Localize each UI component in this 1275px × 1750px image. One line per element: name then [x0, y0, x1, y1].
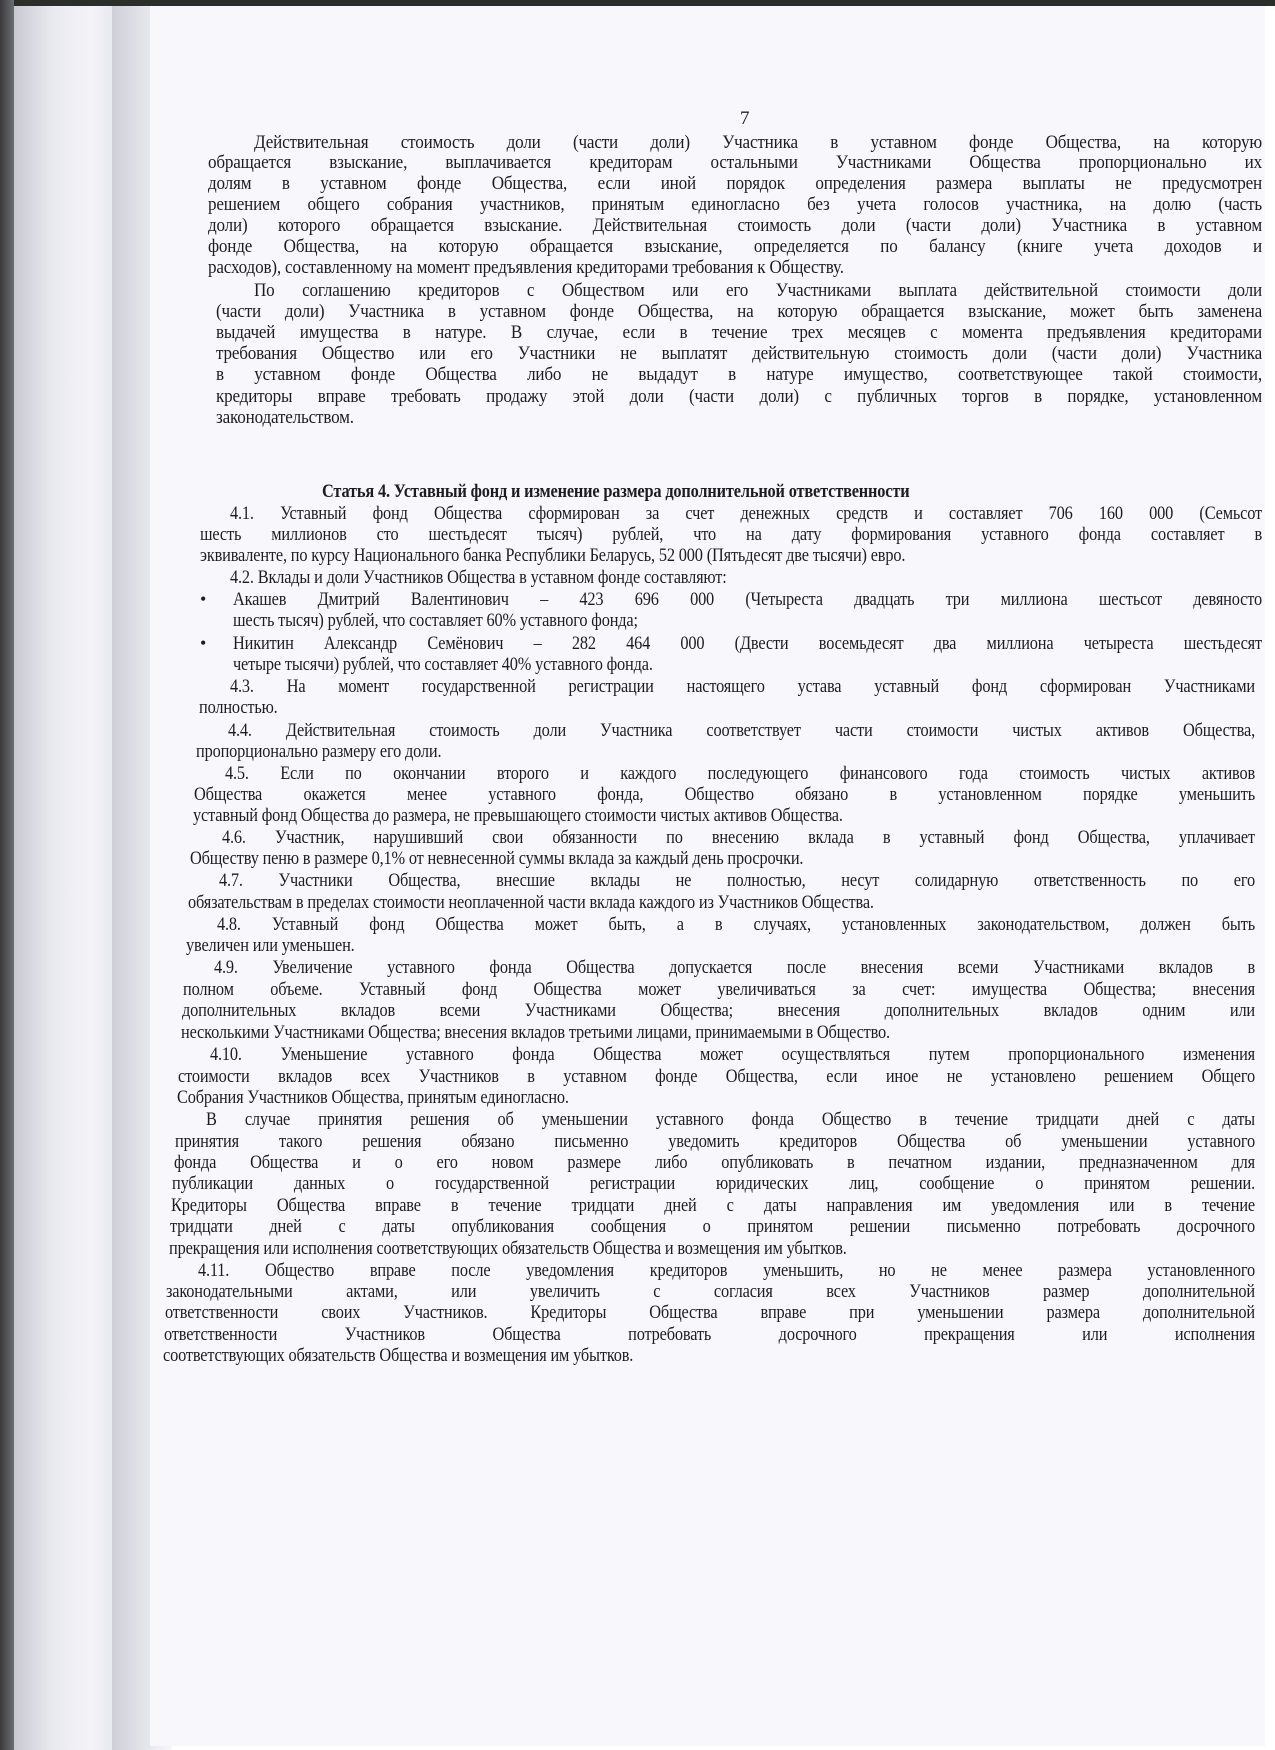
- participant-line: четыре тысячи) рублей, что составляет 40% уставного фонда.: [233, 654, 653, 675]
- clause-line: полном объеме. Уставный фонд Общества может увеличиваться за счет: имущества Общества; внесения: [183, 979, 1255, 1000]
- clause-line: 4.8. Уставный фонд Общества может быть, а в случаях, установленных законодательством, должен быть: [217, 914, 1255, 935]
- paragraph-line: законодательством.: [216, 407, 354, 428]
- clause-line: 4.9. Увеличение уставного фонда Общества допускается после внесения всеми Участниками вкладов в: [214, 957, 1255, 978]
- paragraph-line: (части доли) Участника в уставном фонде Общества, на которую обращается взыскание, может быть заменена: [216, 301, 1262, 322]
- clause-line: принятия такого решения обязано письменно уведомить кредиторов Общества об уменьшении уставного: [175, 1131, 1255, 1152]
- clause-line: 4.2. Вклады и доли Участников Общества в уставном фонде составляют:: [230, 567, 727, 588]
- clause-line: 4.6. Участник, нарушивший свои обязанности по внесению вклада в уставный фонд Общества, уплачивает: [222, 827, 1255, 848]
- clause-line: 4.1. Уставный фонд Общества сформирован за счет денежных средств и составляет 706 160 000 (Семьсот: [230, 503, 1262, 524]
- article-heading: Статья 4. Уставный фонд и изменение размера дополнительной ответственности: [322, 481, 910, 502]
- clause-line: пропорционально размеру его доли.: [196, 741, 442, 762]
- paragraph-line: решением общего собрания участников, принятым единогласно без учета голосов участника, на долю (часть: [208, 194, 1262, 215]
- paragraph-line: кредиторы вправе требовать продажу этой доли (части доли) с публичных торгов в порядке, установленном: [216, 386, 1262, 407]
- paragraph-line: в уставном фонде Общества либо не выдадут в натуре имущество, соответствующее такой стоимости,: [216, 364, 1262, 385]
- clause-line: 4.10. Уменьшение уставного фонда Общества может осуществляться путем пропорционального изменения: [210, 1044, 1255, 1065]
- clause-line: несколькими Участниками Общества; внесения вкладов третьими лицами, принимаемыми в Общество.: [181, 1022, 890, 1043]
- clause-line: ответственности Участников Общества потребовать досрочного прекращения или исполнения: [164, 1324, 1255, 1345]
- scan-gutter: [14, 6, 124, 1750]
- clause-line: стоимости вкладов всех Участников в уставном фонде Общества, если иное не установлено решением Общего: [178, 1066, 1255, 1087]
- clause-line: В случае принятия решения об уменьшении уставного фонда Общество в течение тридцати дней с даты: [206, 1109, 1255, 1130]
- participant-line: Никитин Александр Семёнович – 282 464 000 (Двести восемьдесят два миллиона четыреста шестьдесят: [233, 633, 1262, 654]
- paragraph-line: Действительная стоимость доли (части доли) Участника в уставном фонде Общества, на которую: [254, 132, 1262, 153]
- clause-line: ответственности своих Участников. Кредиторы Общества вправе при уменьшении размера дополнительной: [165, 1302, 1255, 1323]
- participant-line: шесть тысяч) рублей, что составляет 60% уставного фонда;: [233, 610, 638, 631]
- clause-line: фонда Общества и о его новом размере либо опубликовать в печатном издании, предназначенном для: [174, 1152, 1255, 1173]
- clause-line: прекращения или исполнения соответствующих обязательств Общества и возмещения им убытков.: [169, 1238, 847, 1259]
- bullet-icon: •: [200, 589, 207, 609]
- clause-line: полностью.: [199, 697, 278, 718]
- clause-line: Кредиторы Общества вправе в течение тридцати дней с даты направления им уведомления или в течение: [171, 1195, 1255, 1216]
- clause-line: 4.3. На момент государственной регистрации настоящего устава уставный фонд сформирован Участниками: [230, 676, 1255, 697]
- scan-right-edge: [1265, 6, 1275, 1750]
- paragraph-line: фонде Общества, на которую обращается взыскание, определяется по балансу (книге учета доходов и: [208, 236, 1262, 257]
- paragraph-line: доли) которого обращается взыскание. Действительная стоимость доли (части доли) Участника в уставном: [208, 215, 1262, 236]
- clause-line: законодательными актами, или увеличить с согласия всех Участников размер дополнительной: [166, 1281, 1255, 1302]
- clause-line: 4.11. Общество вправе после уведомления кредиторов уменьшить, но не менее размера установленного: [198, 1260, 1255, 1281]
- paragraph-line: обращается взыскание, выплачивается кредиторам остальными Участниками Общества пропорционально их: [208, 152, 1262, 173]
- bullet-icon: •: [200, 633, 207, 653]
- paragraph-line: выдачей имущества в натуре. В случае, если в течение трех месяцев с момента предъявления кредиторами: [216, 322, 1262, 343]
- clause-line: Обществу пеню в размере 0,1% от невнесенной суммы вклада за каждый день просрочки.: [190, 848, 804, 869]
- clause-line: уставный фонд Общества до размера, не превышающего стоимости чистых активов Общества.: [193, 805, 843, 826]
- paragraph-line: расходов), составленному на момент предъявления кредиторами требования к Обществу.: [208, 257, 844, 278]
- clause-line: 4.5. Если по окончании второго и каждого последующего финансового года стоимость чистых активов: [225, 763, 1255, 784]
- clause-line: тридцати дней с даты опубликования сообщения о принятом решении письменно потребовать досрочного: [170, 1216, 1255, 1237]
- clause-line: обязательствам в пределах стоимости неоплаченной части вклада каждого из Участников Общества.: [188, 892, 874, 913]
- clause-line: увеличен или уменьшен.: [186, 935, 355, 956]
- clause-line: дополнительных вкладов всеми Участниками Общества; внесения дополнительных вкладов одним или: [182, 1000, 1255, 1021]
- clause-line: Собрания Участников Общества, принятым единогласно.: [177, 1087, 569, 1108]
- clause-line: 4.7. Участники Общества, внесшие вклады не полностью, несут солидарную ответственность по его: [219, 870, 1255, 891]
- clause-line: публикации данных о государственной регистрации юридических лиц, сообщение о принятом решении.: [172, 1173, 1255, 1194]
- clause-line: шесть миллионов сто шестьдесят тысяч) рублей, что на дату формирования уставного фонда составляет в: [200, 524, 1262, 545]
- clause-line: соответствующих обязательств Общества и возмещения им убытков.: [163, 1345, 634, 1366]
- participant-line: Акашев Дмитрий Валентинович – 423 696 000 (Четыреста двадцать три миллиона шестьсот девяносто: [233, 589, 1262, 610]
- paragraph-line: долям в уставном фонде Общества, если иной порядок определения размера выплаты не предусмотрен: [208, 173, 1262, 194]
- page-number: 7: [740, 108, 750, 129]
- paragraph-line: требования Общество или его Участники не выплатят действительную стоимость доли (части доли) Участника: [216, 343, 1262, 364]
- clause-line: эквиваленте, по курсу Национального банка Республики Беларусь, 52 000 (Пятьдесят две тысячи) евро.: [200, 545, 906, 566]
- clause-line: 4.4. Действительная стоимость доли Участника соответствует части стоимости чистых активов Общества,: [228, 720, 1255, 741]
- clause-line: Общества окажется менее уставного фонда, Общество обязано в установленном порядке уменьшить: [194, 784, 1255, 805]
- scan-binding-shadow: [0, 0, 14, 1750]
- paragraph-line: По соглашению кредиторов с Обществом или его Участниками выплата действительной стоимости доли: [254, 280, 1262, 301]
